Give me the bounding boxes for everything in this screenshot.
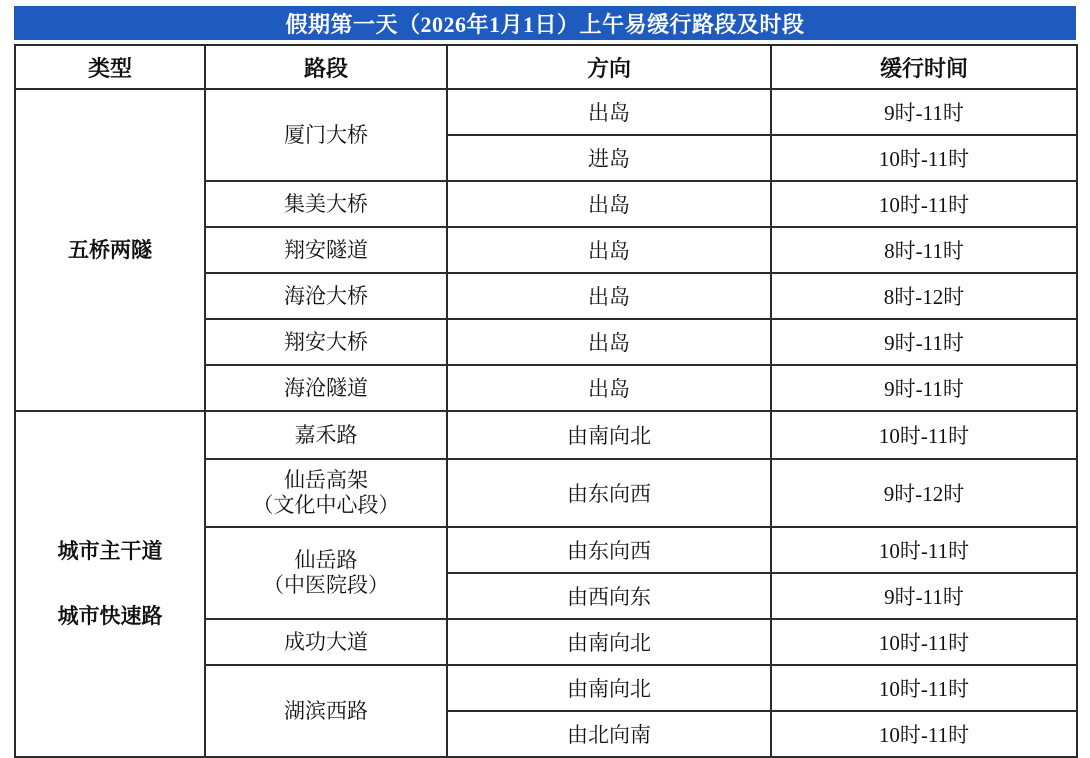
time-cell: 9时-11时 — [771, 319, 1077, 365]
time-cell: 8时-12时 — [771, 273, 1077, 319]
direction-cell: 进岛 — [447, 135, 771, 181]
table-row — [15, 411, 1077, 459]
direction-cell: 出岛 — [447, 273, 771, 319]
time-cell: 8时-11时 — [771, 227, 1077, 273]
direction-cell: 由东向西 — [447, 459, 771, 527]
time-cell: 10时-11时 — [771, 181, 1077, 227]
road-name: 仙岳路 — [294, 548, 358, 573]
time-cell: 10时-11时 — [771, 527, 1077, 573]
time-cell: 10时-11时 — [771, 619, 1077, 665]
road-name: 仙岳高架 — [284, 468, 368, 493]
category-cell-bridges: 五桥两隧 — [15, 89, 205, 411]
time-cell: 9时-11时 — [771, 573, 1077, 619]
column-header-road: 路段 — [205, 45, 447, 89]
time-cell: 9时-11时 — [771, 89, 1077, 135]
road-cell: 海沧隧道 — [205, 365, 447, 411]
time-cell: 9时-11时 — [771, 365, 1077, 411]
direction-cell: 由西向东 — [447, 573, 771, 619]
direction-cell: 出岛 — [447, 319, 771, 365]
direction-cell: 由东向西 — [447, 527, 771, 573]
direction-cell: 出岛 — [447, 365, 771, 411]
category-line-1: 城市主干道 — [57, 539, 163, 564]
road-cell: 湖滨西路 — [205, 665, 447, 757]
direction-cell: 由南向北 — [447, 411, 771, 459]
time-cell: 10时-11时 — [771, 711, 1077, 757]
column-header-time: 缓行时间 — [771, 45, 1077, 89]
column-header-type: 类型 — [15, 45, 205, 89]
road-cell: 成功大道 — [205, 619, 447, 665]
traffic-table — [14, 44, 1078, 758]
road-segment-note: （文化中心段） — [252, 493, 400, 517]
road-cell — [205, 459, 447, 527]
column-header-direction: 方向 — [447, 45, 771, 89]
category-line-2: 城市快速路 — [57, 604, 163, 629]
direction-cell: 由北向南 — [447, 711, 771, 757]
road-cell — [205, 527, 447, 619]
table-row — [15, 89, 1077, 135]
direction-cell: 出岛 — [447, 181, 771, 227]
road-cell: 厦门大桥 — [205, 89, 447, 181]
direction-cell: 由南向北 — [447, 619, 771, 665]
road-cell: 翔安大桥 — [205, 319, 447, 365]
road-segment-note: （中医院段） — [263, 573, 389, 597]
road-cell: 嘉禾路 — [205, 411, 447, 459]
table-title: 假期第一天（2026年1月1日）上午易缓行路段及时段 — [14, 6, 1076, 40]
category-cell-urban-roads — [15, 411, 205, 757]
time-cell: 9时-12时 — [771, 459, 1077, 527]
direction-cell: 由南向北 — [447, 665, 771, 711]
direction-cell: 出岛 — [447, 89, 771, 135]
time-cell: 10时-11时 — [771, 665, 1077, 711]
road-cell: 翔安隧道 — [205, 227, 447, 273]
road-cell: 集美大桥 — [205, 181, 447, 227]
time-cell: 10时-11时 — [771, 135, 1077, 181]
time-cell: 10时-11时 — [771, 411, 1077, 459]
direction-cell: 出岛 — [447, 227, 771, 273]
road-cell: 海沧大桥 — [205, 273, 447, 319]
table-header-row — [15, 45, 1077, 89]
